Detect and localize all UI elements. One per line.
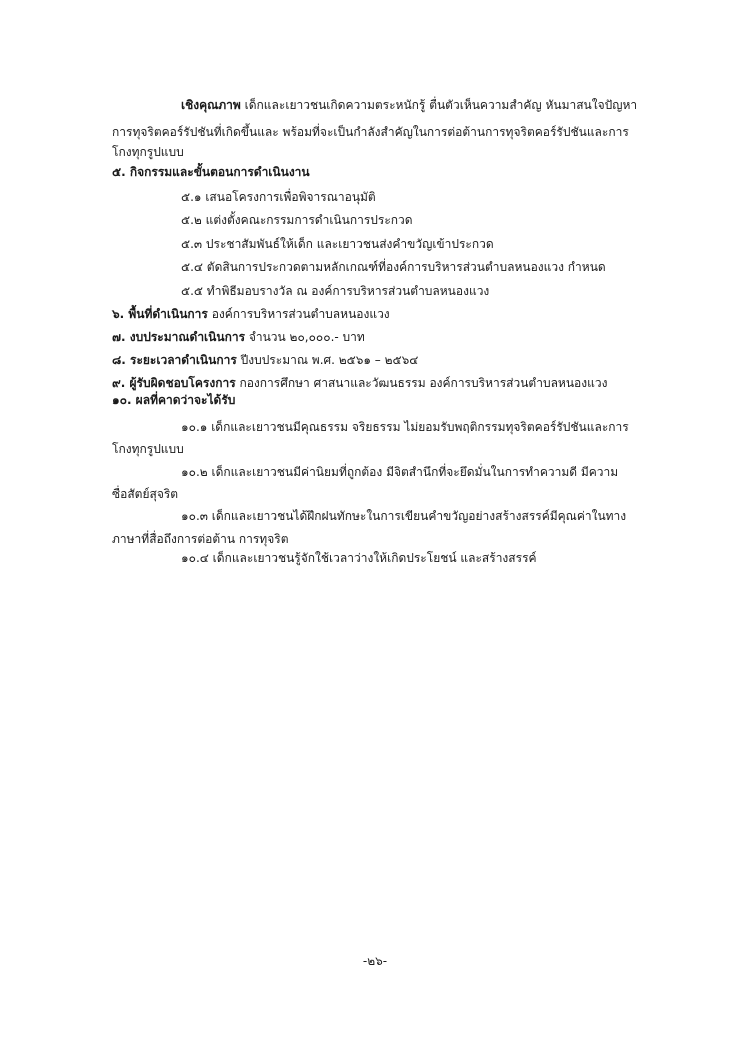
section6 xyxy=(112,306,390,322)
section9-label: ๙. ผู้รับผิดชอบโครงการ xyxy=(112,376,236,390)
section10-heading: ๑๐. ผลที่คาดว่าจะได้รับ xyxy=(112,393,236,407)
section10-item2-line1: ๑๐.๒ เด็กและเยาวชนมีค่านิยมที่ถูกต้อง มีจิตสำนึกที่จะยึดมั่นในการทำความดี มีความ xyxy=(181,465,619,479)
quality-paragraph-line1 xyxy=(181,97,637,113)
section7-label: ๗. งบประมาณดำเนินการ xyxy=(112,330,246,344)
quality-paragraph-line3: โกงทุกรูปแบบ xyxy=(112,145,184,159)
section7-value: จำนวน ๒๐,๐๐๐.- บาท xyxy=(245,330,365,344)
section10-item3-line1: ๑๐.๓ เด็กและเยาวชนได้ฝึกฝนทักษะในการเขียนคำขวัญอย่างสร้างสรรค์มีคุณค่าในทาง xyxy=(181,509,627,523)
page-number: -๒๖- xyxy=(362,954,388,968)
section8-value: ปีงบประมาณ พ.ศ. ๒๕๖๑ – ๒๕๖๔ xyxy=(236,353,419,367)
section10-item1-line2: โกงทุกรูปแบบ xyxy=(112,442,184,456)
section10-item2-line2: ซื่อสัตย์สุจริต xyxy=(112,487,179,501)
quality-paragraph-line2: การทุจริตคอร์รัปชันที่เกิดขึ้นและ พร้อมที่จะเป็นกำลังสำคัญในการต่อต้านการทุจริตคอร์รัปชันและการ xyxy=(112,125,629,139)
section5-item: ๕.๓ ประชาสัมพันธ์ให้เด็ก และเยาวชนส่งคำขวัญเข้าประกวด xyxy=(181,237,494,251)
section5-item: ๕.๑ เสนอโครงการเพื่อพิจารณาอนุมัติ xyxy=(181,190,376,204)
section6-value: องค์การบริหารส่วนตำบลหนองแวง xyxy=(207,307,390,321)
section10-item1-line1: ๑๐.๑ เด็กและเยาวชนมีคุณธรรม จริยธรรม ไม่ยอมรับพฤติกรรมทุจริตคอร์รัปชันและการ xyxy=(181,420,629,434)
section5-item: ๕.๕ ทำพิธีมอบรางวัล ณ องค์การบริหารส่วนตำบลหนองแวง xyxy=(181,284,490,298)
section8-label: ๘. ระยะเวลาดำเนินการ xyxy=(112,353,237,367)
section10-item4: ๑๐.๔ เด็กและเยาวชนรู้จักใช้เวลาว่างให้เกิดประโยชน์ และสร้างสรรค์ xyxy=(181,551,537,565)
section8 xyxy=(112,352,418,368)
section9 xyxy=(112,375,607,391)
section7 xyxy=(112,329,365,345)
section5-heading: ๕. กิจกรรมและขั้นตอนการดำเนินงาน xyxy=(112,165,310,179)
quality-label: เชิงคุณภาพ xyxy=(181,98,241,112)
quality-text-1: เด็กและเยาวชนเกิดความตระหนักรู้ ตื่นตัวเห็นความสำคัญ หันมาสนใจปัญหา xyxy=(240,98,638,112)
section10-item3-line2: ภาษาที่สื่อถึงการต่อต้าน การทุจริต xyxy=(112,532,289,546)
section5-item: ๕.๔ ตัดสินการประกวดตามหลักเกณฑ์ที่องค์การบริหารส่วนตำบลหนองแวง กำหนด xyxy=(181,260,606,274)
section5-item: ๕.๒ แต่งตั้งคณะกรรมการดำเนินการประกวด xyxy=(181,213,413,227)
section6-label: ๖. พื้นที่ดำเนินการ xyxy=(112,307,208,321)
section9-value: กองการศึกษา ศาสนาและวัฒนธรรม องค์การบริหารส่วนตำบลหนองแวง xyxy=(235,376,608,390)
